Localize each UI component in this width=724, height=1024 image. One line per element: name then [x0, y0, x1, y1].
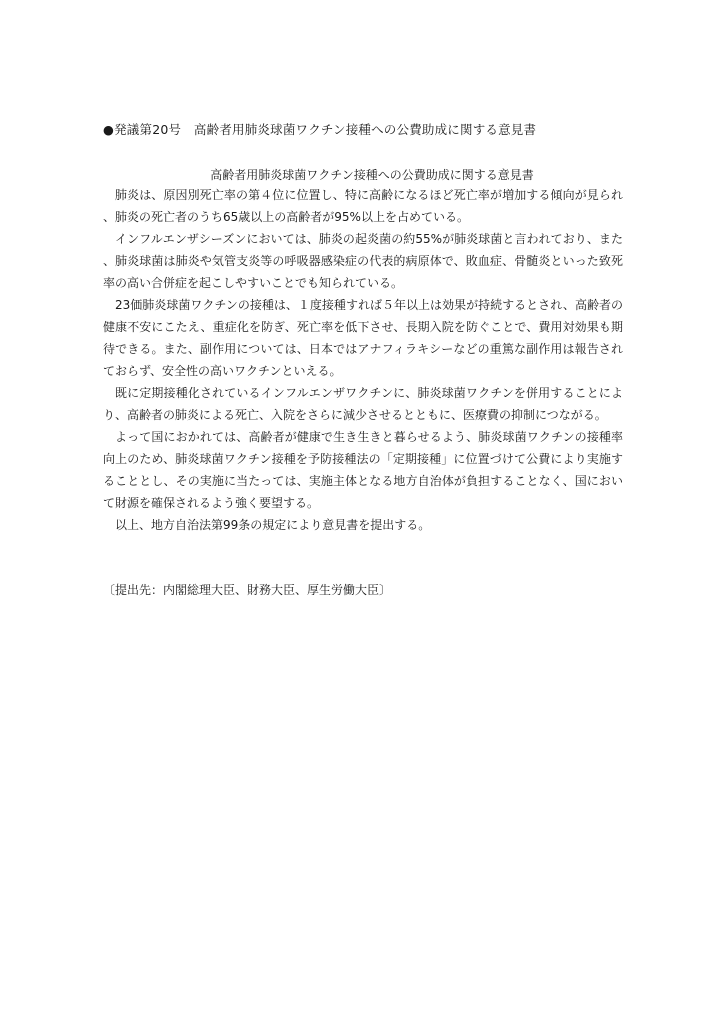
paragraph-3: 23価肺炎球菌ワクチンの接種は、１度接種すれば５年以上は効果が持続するとされ、高齢者の健康不安にこたえ、重症化を防ぎ、死亡率を低下させ、長期入院を防ぐことで、費用対効果も期待できる。また、副作用については、日本ではアナフィラキシーなどの重篤な副作用は報告されておらず、安全性の高いワクチンといえる。: [103, 298, 623, 378]
paragraph-5: よって国におかれては、高齢者が健康で生き生きと暮らせるよう、肺炎球菌ワクチンの接種率向上のため、肺炎球菌ワクチン接種を予防接種法の「定期接種」に位置づけて公費により実施することとし、その実施に当たっては、実施主体となる地方自治体が負担することなく、国において財源を確保されるよう強く要望する。: [103, 430, 623, 510]
bill-heading: ●発議第20号 高齢者用肺炎球菌ワクチン接種への公費助成に関する意見書: [103, 122, 537, 137]
paragraph-2: インフルエンザシーズンにおいては、肺炎の起炎菌の約55%が肺炎球菌と言われており、また、肺炎球菌は肺炎や気管支炎等の呼吸器感染症の代表的病原体で、敗血症、骨髄炎といった致死率の高い合併症を起こしやすいことでも知られている。: [103, 232, 623, 290]
recipients-note: 〔提出先：内閣総理大臣、財務大臣、厚生労働大臣〕: [103, 583, 392, 597]
paragraph-6: 以上、地方自治法第99条の規定により意見書を提出する。: [115, 518, 431, 532]
document-body: [103, 184, 623, 536]
paragraph-1: 肺炎は、原因別死亡率の第４位に位置し、特に高齢になるほど死亡率が増加する傾向が見られ、肺炎の死亡者のうち65歳以上の高齢者が95%以上を占めている。: [103, 188, 623, 224]
document-title: 高齢者用肺炎球菌ワクチン接種への公費助成に関する意見書: [210, 168, 534, 182]
paragraph-4: 既に定期接種化されているインフルエンザワクチンに、肺炎球菌ワクチンを併用することにより、高齢者の肺炎による死亡、入院をさらに減少させるとともに、医療費の抑制につながる。: [103, 386, 623, 422]
